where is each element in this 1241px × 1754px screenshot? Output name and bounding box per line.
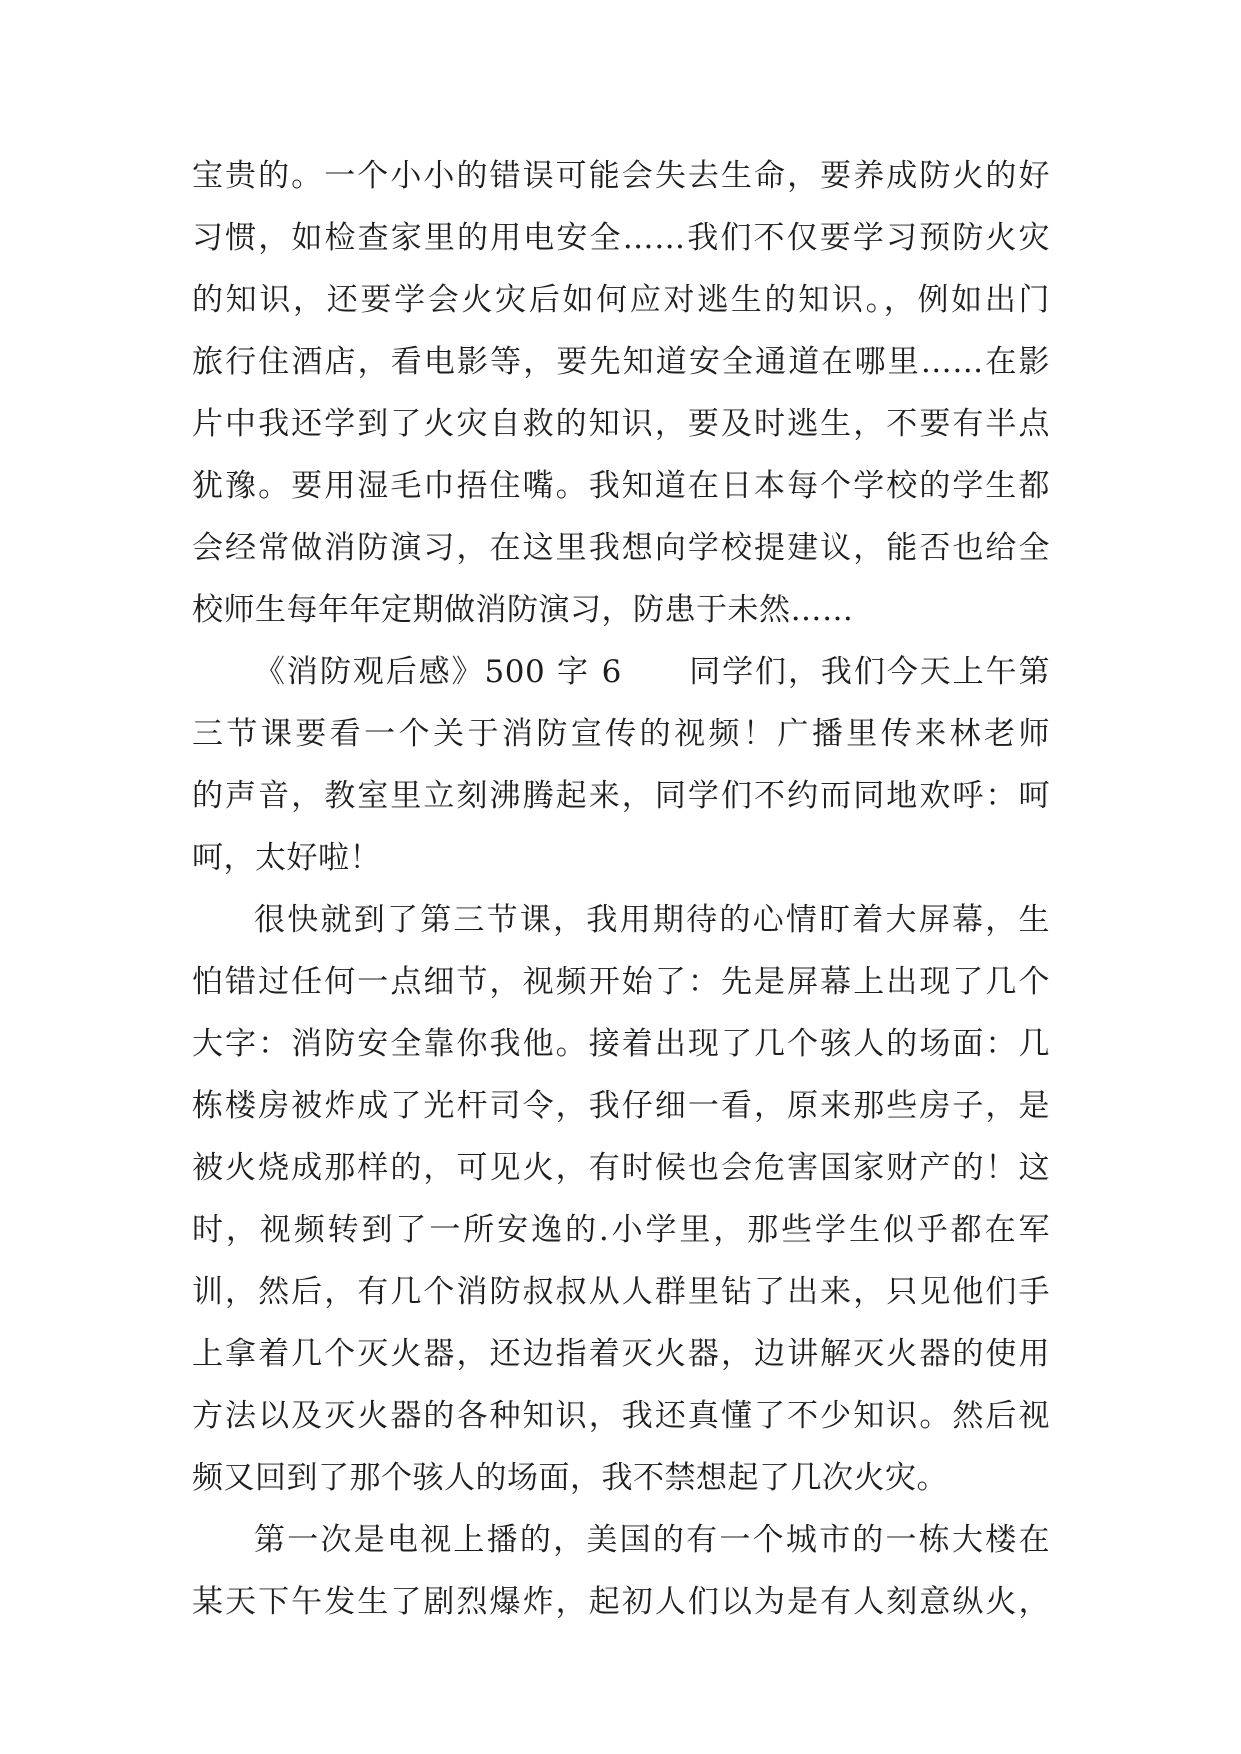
text-line: 某天下午发生了剧烈爆炸，起初人们以为是有人刻意纵火， — [192, 1584, 1050, 1620]
text-line: 三节课要看一个关于消防宣传的视频！广播里传来林老师 — [192, 716, 1050, 752]
text-line: 校师生每年年定期做消防演习，防患于未然…… — [192, 592, 854, 628]
text-line: 习惯，如检查家里的用电安全……我们不仅要学习预防火灾 — [192, 220, 1050, 256]
text-line: 犹豫。要用湿毛巾捂住嘴。我知道在日本每个学校的学生都 — [192, 468, 1050, 504]
text-line: 频又回到了那个骇人的场面，我不禁想起了几次火灾。 — [192, 1460, 948, 1496]
text-line: 方法以及灭火器的各种知识，我还真懂了不少知识。然后视 — [192, 1398, 1050, 1434]
text-line: 会经常做消防演习，在这里我想向学校提建议，能否也给全 — [192, 530, 1050, 566]
text-line: 的知识，还要学会火灾后如何应对逃生的知识。，例如出门 — [192, 282, 1050, 318]
text-line: 《消防观后感》500 字 6 同学们，我们今天上午第 — [254, 654, 1050, 690]
text-line: 上拿着几个灭火器，还边指着灭火器，边讲解灭火器的使用 — [192, 1336, 1050, 1372]
text-line: 旅行住酒店，看电影等，要先知道安全通道在哪里……在影 — [192, 344, 1050, 380]
text-line: 被火烧成那样的，可见火，有时候也会危害国家财产的！这 — [192, 1150, 1050, 1186]
text-line: 宝贵的。一个小小的错误可能会失去生命，要养成防火的好 — [192, 158, 1050, 194]
text-line: 片中我还学到了火灾自救的知识，要及时逃生，不要有半点 — [192, 406, 1050, 442]
text-line: 栋楼房被炸成了光杆司令，我仔细一看，原来那些房子，是 — [192, 1088, 1050, 1124]
text-line: 很快就到了第三节课，我用期待的心情盯着大屏幕，生 — [254, 902, 1050, 938]
text-line: 怕错过任何一点细节，视频开始了：先是屏幕上出现了几个 — [192, 964, 1050, 1000]
text-line: 大字：消防安全靠你我他。接着出现了几个骇人的场面：几 — [192, 1026, 1050, 1062]
text-line: 时，视频转到了一所安逸的.小学里，那些学生似乎都在军 — [192, 1212, 1050, 1248]
text-line: 的声音，教室里立刻沸腾起来，同学们不约而同地欢呼：呵 — [192, 778, 1050, 814]
text-line: 训，然后，有几个消防叔叔从人群里钻了出来，只见他们手 — [192, 1274, 1050, 1310]
text-line: 第一次是电视上播的，美国的有一个城市的一栋大楼在 — [254, 1522, 1050, 1558]
text-line: 呵，太好啦！ — [192, 840, 381, 876]
document-body — [192, 145, 1050, 1633]
